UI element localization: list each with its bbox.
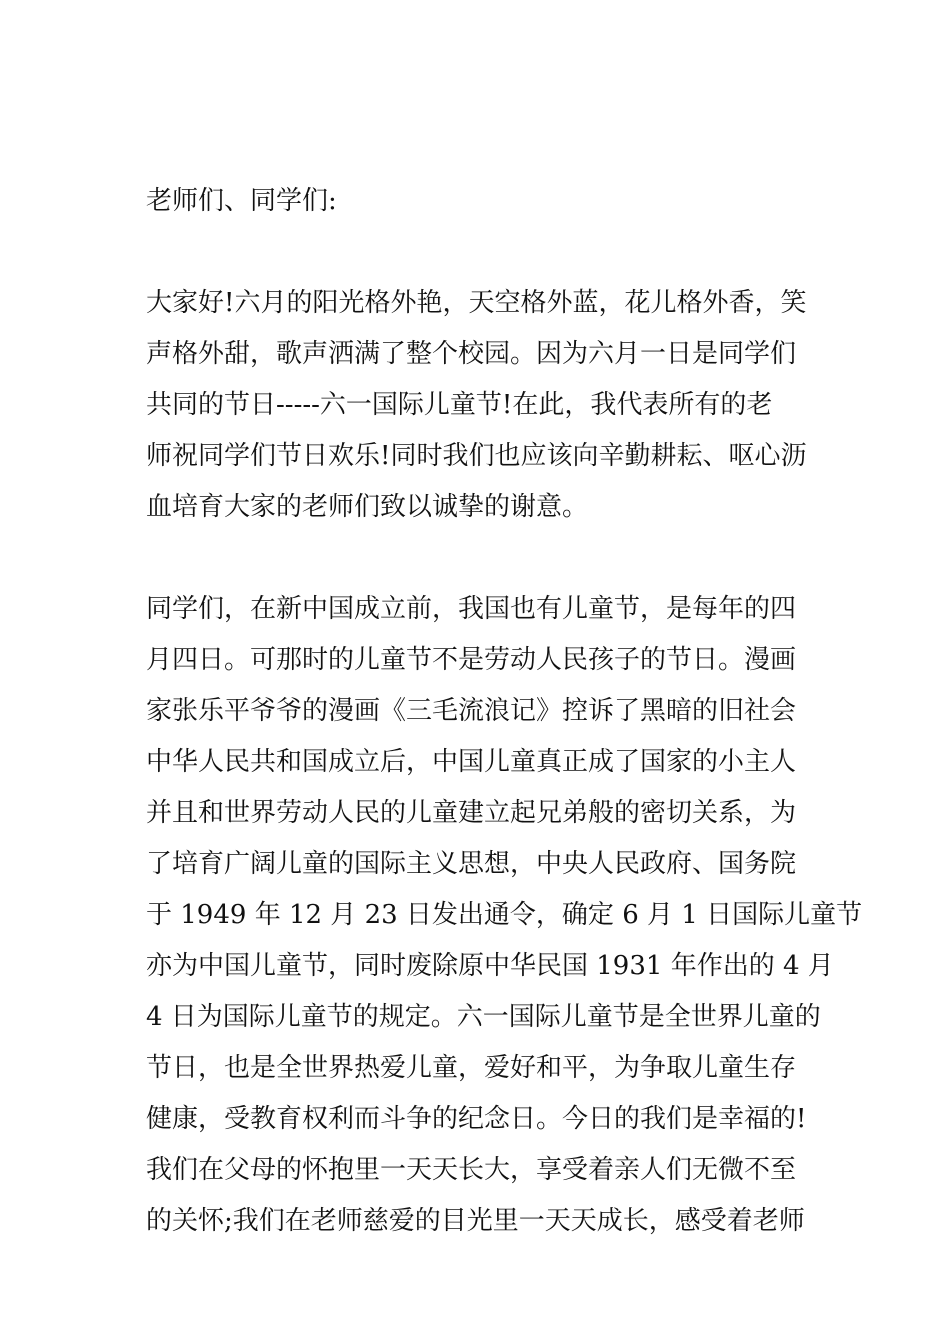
text-line: 同学们，在新中国成立前，我国也有儿童节，是每年的四: [146, 594, 797, 624]
document-body: [146, 176, 863, 1298]
text-line: 师祝同学们节日欢乐!同时我们也应该向辛勤耕耘、呕心沥: [146, 441, 807, 471]
text-line: 中华人民共和国成立后，中国儿童真正成了国家的小主人: [146, 747, 797, 777]
text-line: 了培育广阔儿童的国际主义思想，中央人民政府、国务院: [146, 849, 797, 879]
text-line: 大家好!六月的阳光格外艳，天空格外蓝，花儿格外香，笑: [146, 288, 807, 318]
paragraph-1: [146, 278, 810, 533]
text-line: 亦为中国儿童节，同时废除原中华民国 1931 年作出的 4 月: [146, 951, 834, 981]
text-line: 家张乐平爷爷的漫画《三毛流浪记》控诉了黑暗的旧社会: [146, 696, 797, 726]
text-line: 于 1949 年 12 月 23 日发出通令，确定 6 月 1 日国际儿童节: [146, 900, 863, 930]
text-line: 健康，受教育权利而斗争的纪念日。今日的我们是幸福的!: [146, 1104, 807, 1134]
text-line: 共同的节日-----六一国际儿童节!在此，我代表所有的老: [146, 390, 773, 420]
salutation: 老师们、同学们:: [146, 186, 337, 216]
text-line: 血培育大家的老师们致以诚挚的谢意。: [146, 492, 589, 522]
text-line: 我们在父母的怀抱里一天天长大，享受着亲人们无微不至: [146, 1155, 797, 1185]
text-line: 声格外甜，歌声洒满了整个校园。因为六月一日是同学们: [146, 339, 797, 369]
text-line: 并且和世界劳动人民的儿童建立起兄弟般的密切关系，为: [146, 798, 797, 828]
paragraph-2: [146, 584, 863, 1247]
text-line: 月四日。可那时的儿童节不是劳动人民孩子的节日。漫画: [146, 645, 797, 675]
text-line: 4 日为国际儿童节的规定。六一国际儿童节是全世界儿童的: [146, 1002, 821, 1032]
text-line: 的关怀;我们在老师慈爱的目光里一天天成长，感受着老师: [146, 1206, 805, 1236]
text-line: 节日，也是全世界热爱儿童，爱好和平，为争取儿童生存: [146, 1053, 797, 1083]
